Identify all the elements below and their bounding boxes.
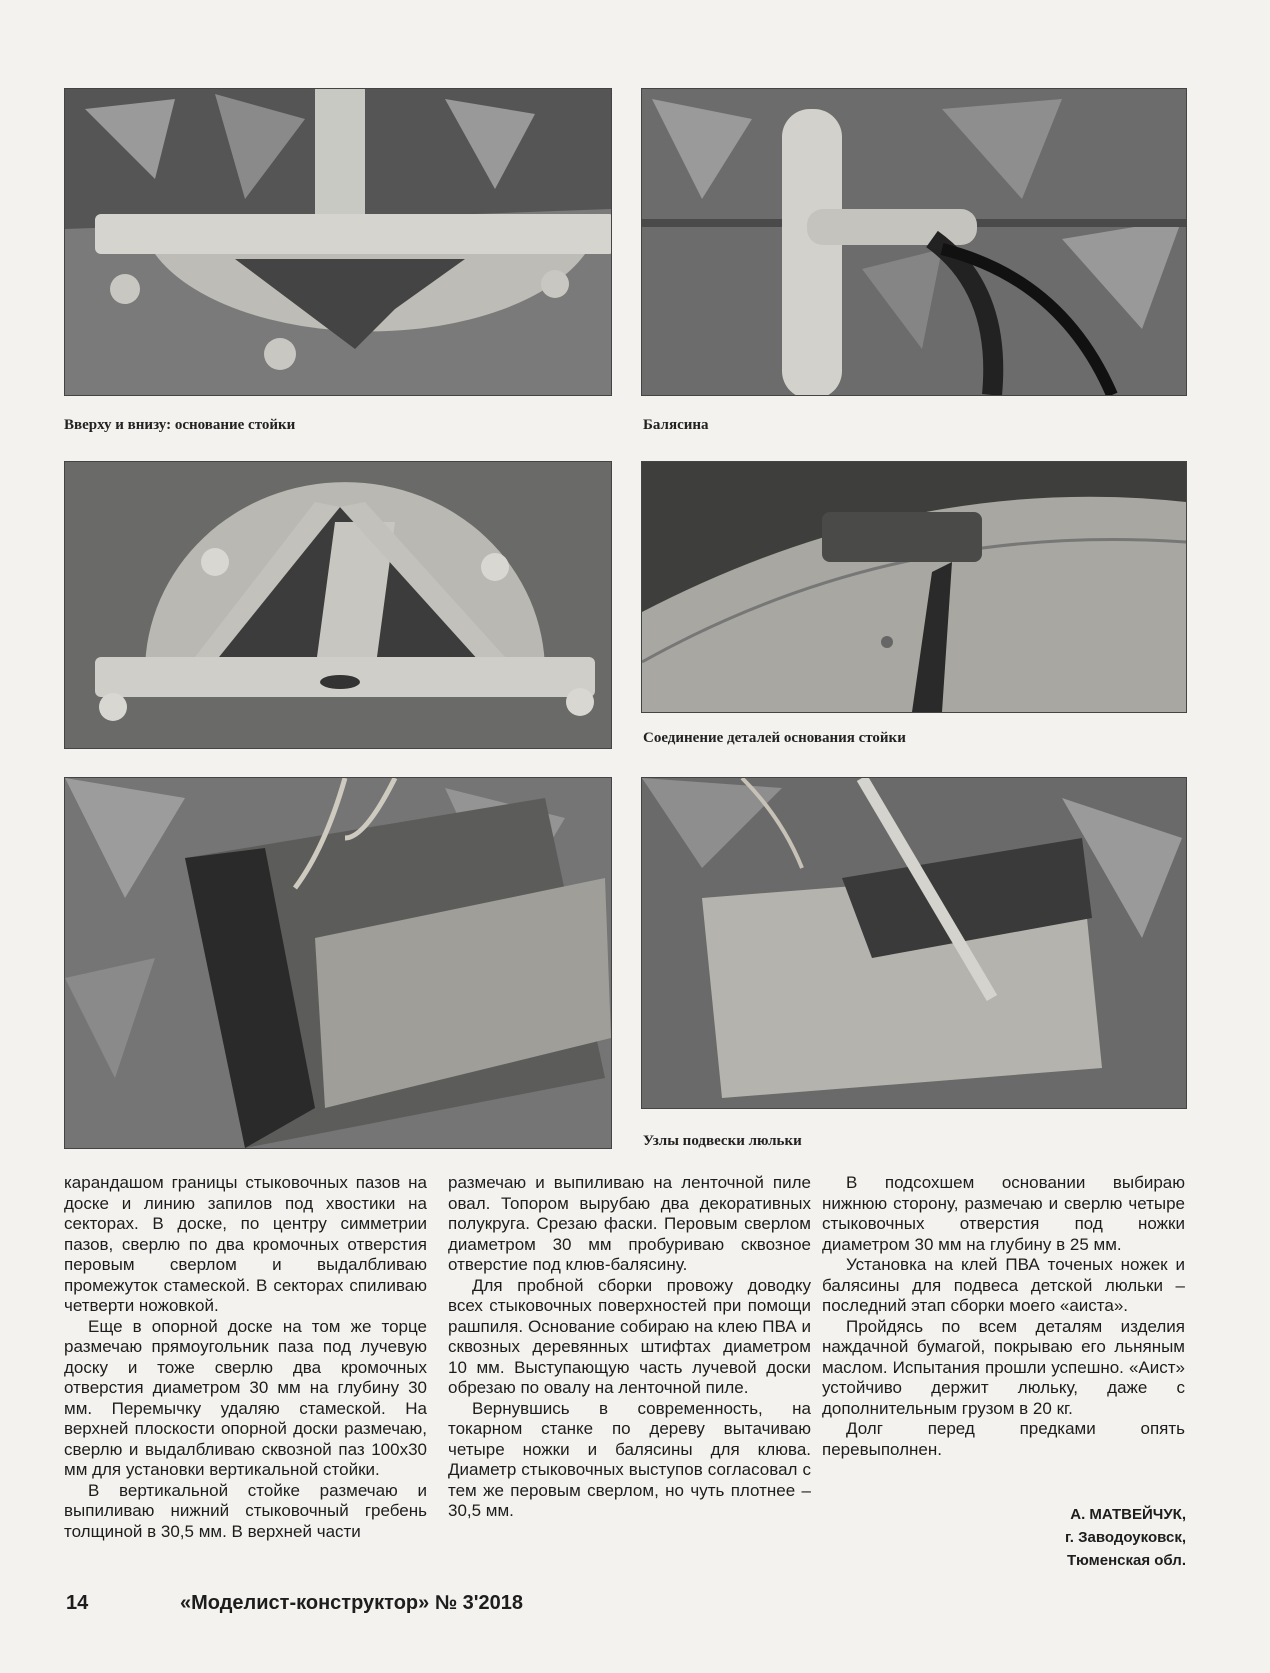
paragraph: Еще в опорной доске на том же торце размечаю прямоугольник паза под лучевую доску и тоже сверлю два кромочных отверстия диаметром 30 мм на глубину 30 мм. Перемычку удаляю стамеской. На верхней плоскости опорной доски размечаю, сверлю и выдалбливаю сквозной паз 100х30 мм для установки вертикальной стойки.	[64, 1316, 427, 1479]
text-column-1	[64, 1173, 427, 1542]
paragraph: Установка на клей ПВА точеных ножек и балясины для подвеса детской люльки – последний этап сборки моего «аиста».	[822, 1255, 1185, 1315]
author-city: г. Заводоуковск,	[1065, 1529, 1186, 1546]
paragraph: размечаю и выпиливаю на ленточной пиле овал. Топором вырубаю два декоративных полукруга. Срезаю фаски. Перовым сверлом диаметром 30 мм пробуриваю сквозное отверстие под клюв-балясину.	[448, 1173, 811, 1274]
text-column-3	[822, 1173, 1185, 1460]
paragraph: Пройдясь по всем деталям изделия наждачной бумагой, покрываю его льняным маслом. Испытания прошли успешно. «Аист» устойчиво держит люльку, даже с дополнительным грузом в 20 кг.	[822, 1316, 1185, 1418]
paragraph: Для пробной сборки провожу доводку всех стыковочных поверхностей при помощи рашпиля. Основание собираю на клею ПВА и сквозных деревянных штифтах диаметром 10 мм. Выступающую часть лучевой доски обрезаю по овалу на ленточной пиле.	[448, 1275, 811, 1397]
journal-title: «Моделист-конструктор» № 3'2018	[180, 1592, 524, 1614]
photo-base-joint	[641, 461, 1187, 713]
photo-stand-base-bottom	[64, 461, 612, 749]
photo-baluster	[641, 88, 1187, 396]
paragraph: Вернувшись в современность, на токарном станке по дереву вытачиваю четыре ножки и балясины для клюва. Диаметр стыковочных выступов согласовал с тем же перовым сверлом, но чуть плотнее – 30,5 мм.	[448, 1398, 811, 1520]
page-number: 14	[66, 1592, 89, 1614]
text-column-2	[448, 1173, 811, 1522]
caption-stand-base: Вверху и внизу: основание стойки	[64, 417, 296, 433]
paragraph: В подсохшем основании выбираю нижнюю сторону, размечаю и сверлю четыре стыковочных отверстия под ножки диаметром 30 мм на глубину в 25 мм.	[822, 1173, 1185, 1254]
photo-cradle-rope	[64, 777, 612, 1149]
photo-stand-base-top	[64, 88, 612, 396]
author-region: Тюменская обл.	[1067, 1552, 1186, 1569]
photo-cradle-hook	[641, 777, 1187, 1109]
author-name: А. МАТВЕЙЧУК,	[1070, 1506, 1186, 1523]
paragraph: В вертикальной стойке размечаю и выпиливаю нижний стыковочный гребень толщиной в 30,5 мм. В верхней части	[64, 1480, 427, 1541]
paragraph: карандашом границы стыковочных пазов на доске и линию запилов под хвостики на секторах. В доске, по центру симметрии пазов, сверлю по два кромочных отверстия перовым сверлом и выдалбливаю промежуток стамеской. В секторах спиливаю четверти ножовкой.	[64, 1173, 427, 1315]
caption-base-joint: Соединение деталей основания стойки	[643, 730, 906, 746]
caption-baluster: Балясина	[643, 417, 709, 433]
paragraph: Долг перед предками опять перевыполнен.	[822, 1419, 1185, 1459]
author-signature	[1065, 1503, 1186, 1572]
caption-cradle-hanging: Узлы подвески люльки	[643, 1133, 802, 1149]
